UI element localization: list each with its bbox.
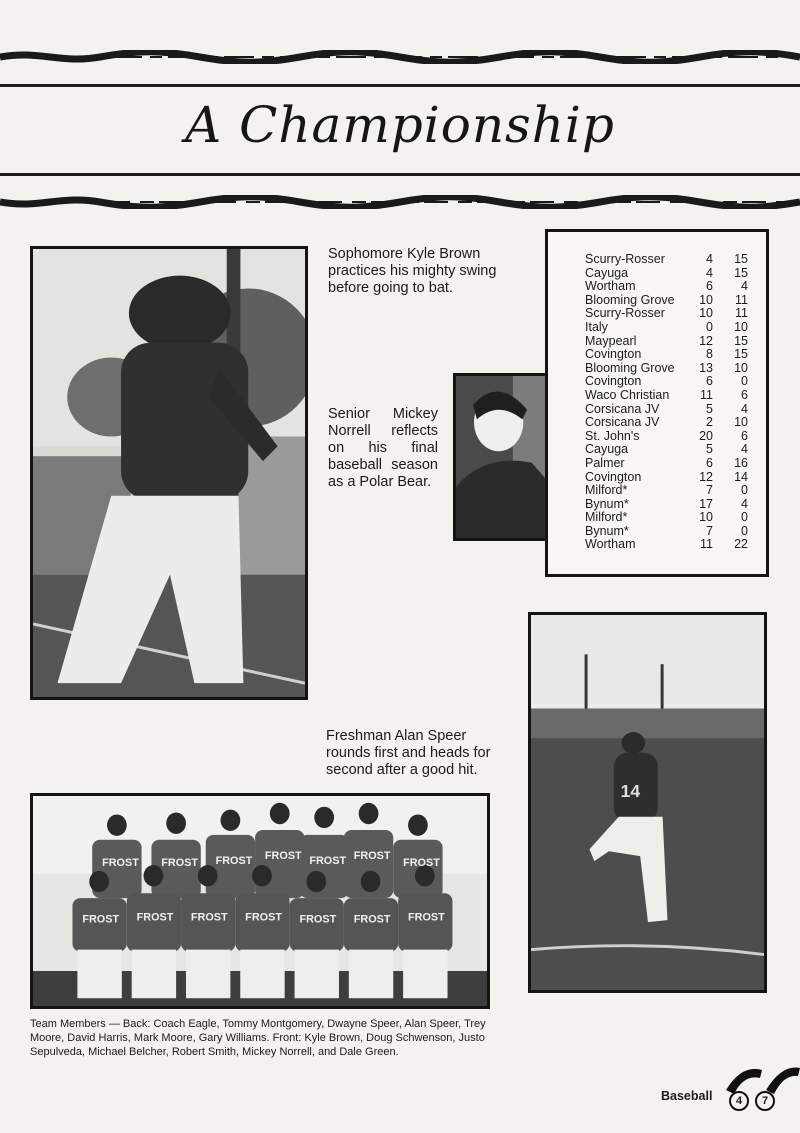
photo-kyle-brown-batting xyxy=(30,246,308,700)
score-row xyxy=(585,403,748,417)
score-away: 10 xyxy=(734,360,748,375)
score-row xyxy=(585,307,748,321)
score-away: 0 xyxy=(741,374,748,389)
rule-top-2 xyxy=(0,173,800,176)
score-opponent: Maypearl xyxy=(585,333,637,348)
runner-jersey-number: 14 xyxy=(620,781,641,802)
jersey-label: FROST xyxy=(264,850,302,863)
score-away: 16 xyxy=(734,455,748,470)
score-home: 6 xyxy=(706,279,713,294)
caption-alan-speer: Freshman Alan Speer rounds first and heads for second after a good hit. xyxy=(326,728,491,778)
score-row xyxy=(585,538,748,552)
score-home: 2 xyxy=(706,415,713,430)
score-opponent: Waco Christian xyxy=(585,387,670,402)
score-row xyxy=(585,389,748,403)
score-away: 11 xyxy=(735,292,748,307)
score-home: 20 xyxy=(699,428,713,443)
jersey-label: FROST xyxy=(102,857,139,869)
score-away: 11 xyxy=(735,306,748,321)
jersey-label: FROST xyxy=(353,913,391,926)
score-opponent: Blooming Grove xyxy=(585,360,675,375)
score-home: 7 xyxy=(706,483,713,498)
score-opponent: Cayuga xyxy=(585,265,629,280)
score-away: 15 xyxy=(734,252,748,266)
jersey-label: FROST xyxy=(309,855,347,868)
score-row xyxy=(585,457,748,471)
jersey-label: FROST xyxy=(245,911,282,924)
score-home: 4 xyxy=(706,252,713,266)
score-opponent: Milford* xyxy=(585,483,628,498)
page-title: A Championship xyxy=(185,96,615,154)
decorative-band-top xyxy=(0,50,800,64)
caption-team-members: Team Members — Back: Coach Eagle, Tommy Montgomery, Dwayne Speer, Alan Speer, Trey Moore, David Harris, Mark Moore, Gary Williams. Front: Kyle Brown, Doug Schwenson, Justo Sepulveda, Michael Belcher, Robert Smith, Mickey Norrell, and Dale Green. xyxy=(30,1018,486,1058)
score-row xyxy=(585,471,748,485)
score-opponent: Covington xyxy=(585,469,642,484)
score-away: 4 xyxy=(741,401,748,416)
jersey-label: FROST xyxy=(215,855,253,868)
score-row xyxy=(585,321,748,335)
score-row xyxy=(585,498,748,512)
score-home: 6 xyxy=(706,455,713,470)
score-row xyxy=(585,525,748,539)
caption-mickey-norrell: Senior Mickey Norrell reflects on his final baseball season as a Polar Bear. xyxy=(328,406,438,490)
score-opponent: Palmer xyxy=(585,455,625,470)
jersey-label: FROST xyxy=(353,850,391,863)
score-away: 15 xyxy=(734,265,748,280)
score-away: 10 xyxy=(734,319,748,334)
score-home: 5 xyxy=(706,401,713,416)
score-opponent: Bynum* xyxy=(585,496,629,511)
score-away: 0 xyxy=(741,510,748,525)
score-home: 0 xyxy=(706,319,713,334)
score-away: 0 xyxy=(741,523,748,538)
score-row xyxy=(585,253,748,267)
score-away: 6 xyxy=(741,428,748,443)
score-away: 10 xyxy=(734,415,748,430)
score-opponent: Corsicana JV xyxy=(585,401,660,416)
score-opponent: Scurry-Rosser xyxy=(585,306,665,321)
score-opponent: Corsicana JV xyxy=(585,415,660,430)
score-home: 6 xyxy=(706,374,713,389)
photo-team xyxy=(30,793,490,1009)
section-label: Baseball xyxy=(661,1089,713,1103)
score-row xyxy=(585,484,748,498)
page-number-right: 7 xyxy=(755,1091,775,1111)
scores-table xyxy=(585,253,748,552)
score-row xyxy=(585,280,748,294)
score-home: 7 xyxy=(706,523,713,538)
photo-alan-speer-running xyxy=(528,612,767,993)
score-away: 0 xyxy=(741,483,748,498)
score-row xyxy=(585,511,748,525)
score-opponent: Italy xyxy=(585,319,608,334)
decorative-band-bottom xyxy=(0,195,800,209)
score-home: 11 xyxy=(700,537,713,552)
score-opponent: Wortham xyxy=(585,537,636,552)
score-home: 17 xyxy=(699,496,713,511)
score-home: 10 xyxy=(699,292,713,307)
score-opponent: Bynum* xyxy=(585,523,629,538)
score-home: 4 xyxy=(706,265,713,280)
score-opponent: Milford* xyxy=(585,510,628,525)
score-row xyxy=(585,335,748,349)
season-scores-box xyxy=(545,229,769,577)
jersey-label: FROST xyxy=(403,857,440,869)
score-home: 10 xyxy=(699,510,713,525)
score-home: 5 xyxy=(706,442,713,457)
score-away: 15 xyxy=(734,333,748,348)
score-row xyxy=(585,443,748,457)
score-home: 8 xyxy=(706,347,713,362)
jersey-label: FROST xyxy=(408,911,445,924)
page-number-left: 4 xyxy=(729,1091,749,1111)
score-home: 10 xyxy=(699,306,713,321)
score-row xyxy=(585,375,748,389)
score-home: 13 xyxy=(699,360,713,375)
score-row xyxy=(585,348,748,362)
score-opponent: Covington xyxy=(585,374,642,389)
score-opponent: Blooming Grove xyxy=(585,292,675,307)
score-home: 11 xyxy=(700,387,713,402)
score-away: 4 xyxy=(741,279,748,294)
score-away: 4 xyxy=(741,496,748,511)
score-away: 14 xyxy=(734,469,748,484)
score-home: 12 xyxy=(699,333,713,348)
jersey-label: FROST xyxy=(190,911,228,924)
score-away: 4 xyxy=(741,442,748,457)
jersey-label: FROST xyxy=(299,913,337,926)
score-away: 6 xyxy=(741,387,748,402)
score-row xyxy=(585,416,748,430)
jersey-label: FROST xyxy=(161,857,199,869)
score-row xyxy=(585,362,748,376)
score-home: 12 xyxy=(699,469,713,484)
score-row xyxy=(585,267,748,281)
score-away: 15 xyxy=(734,347,748,362)
score-opponent: Scurry-Rosser xyxy=(585,252,665,266)
score-opponent: Covington xyxy=(585,347,642,362)
caption-kyle-brown: Sophomore Kyle Brown practices his mighty swing before going to bat. xyxy=(328,246,497,296)
score-opponent: Wortham xyxy=(585,279,636,294)
score-away: 22 xyxy=(734,537,748,552)
score-opponent: Cayuga xyxy=(585,442,629,457)
rule-top-1 xyxy=(0,84,800,87)
jersey-label: FROST xyxy=(136,911,174,924)
score-row xyxy=(585,430,748,444)
score-row xyxy=(585,294,748,308)
jersey-label: FROST xyxy=(82,913,120,926)
score-opponent: St. John's xyxy=(585,428,640,443)
